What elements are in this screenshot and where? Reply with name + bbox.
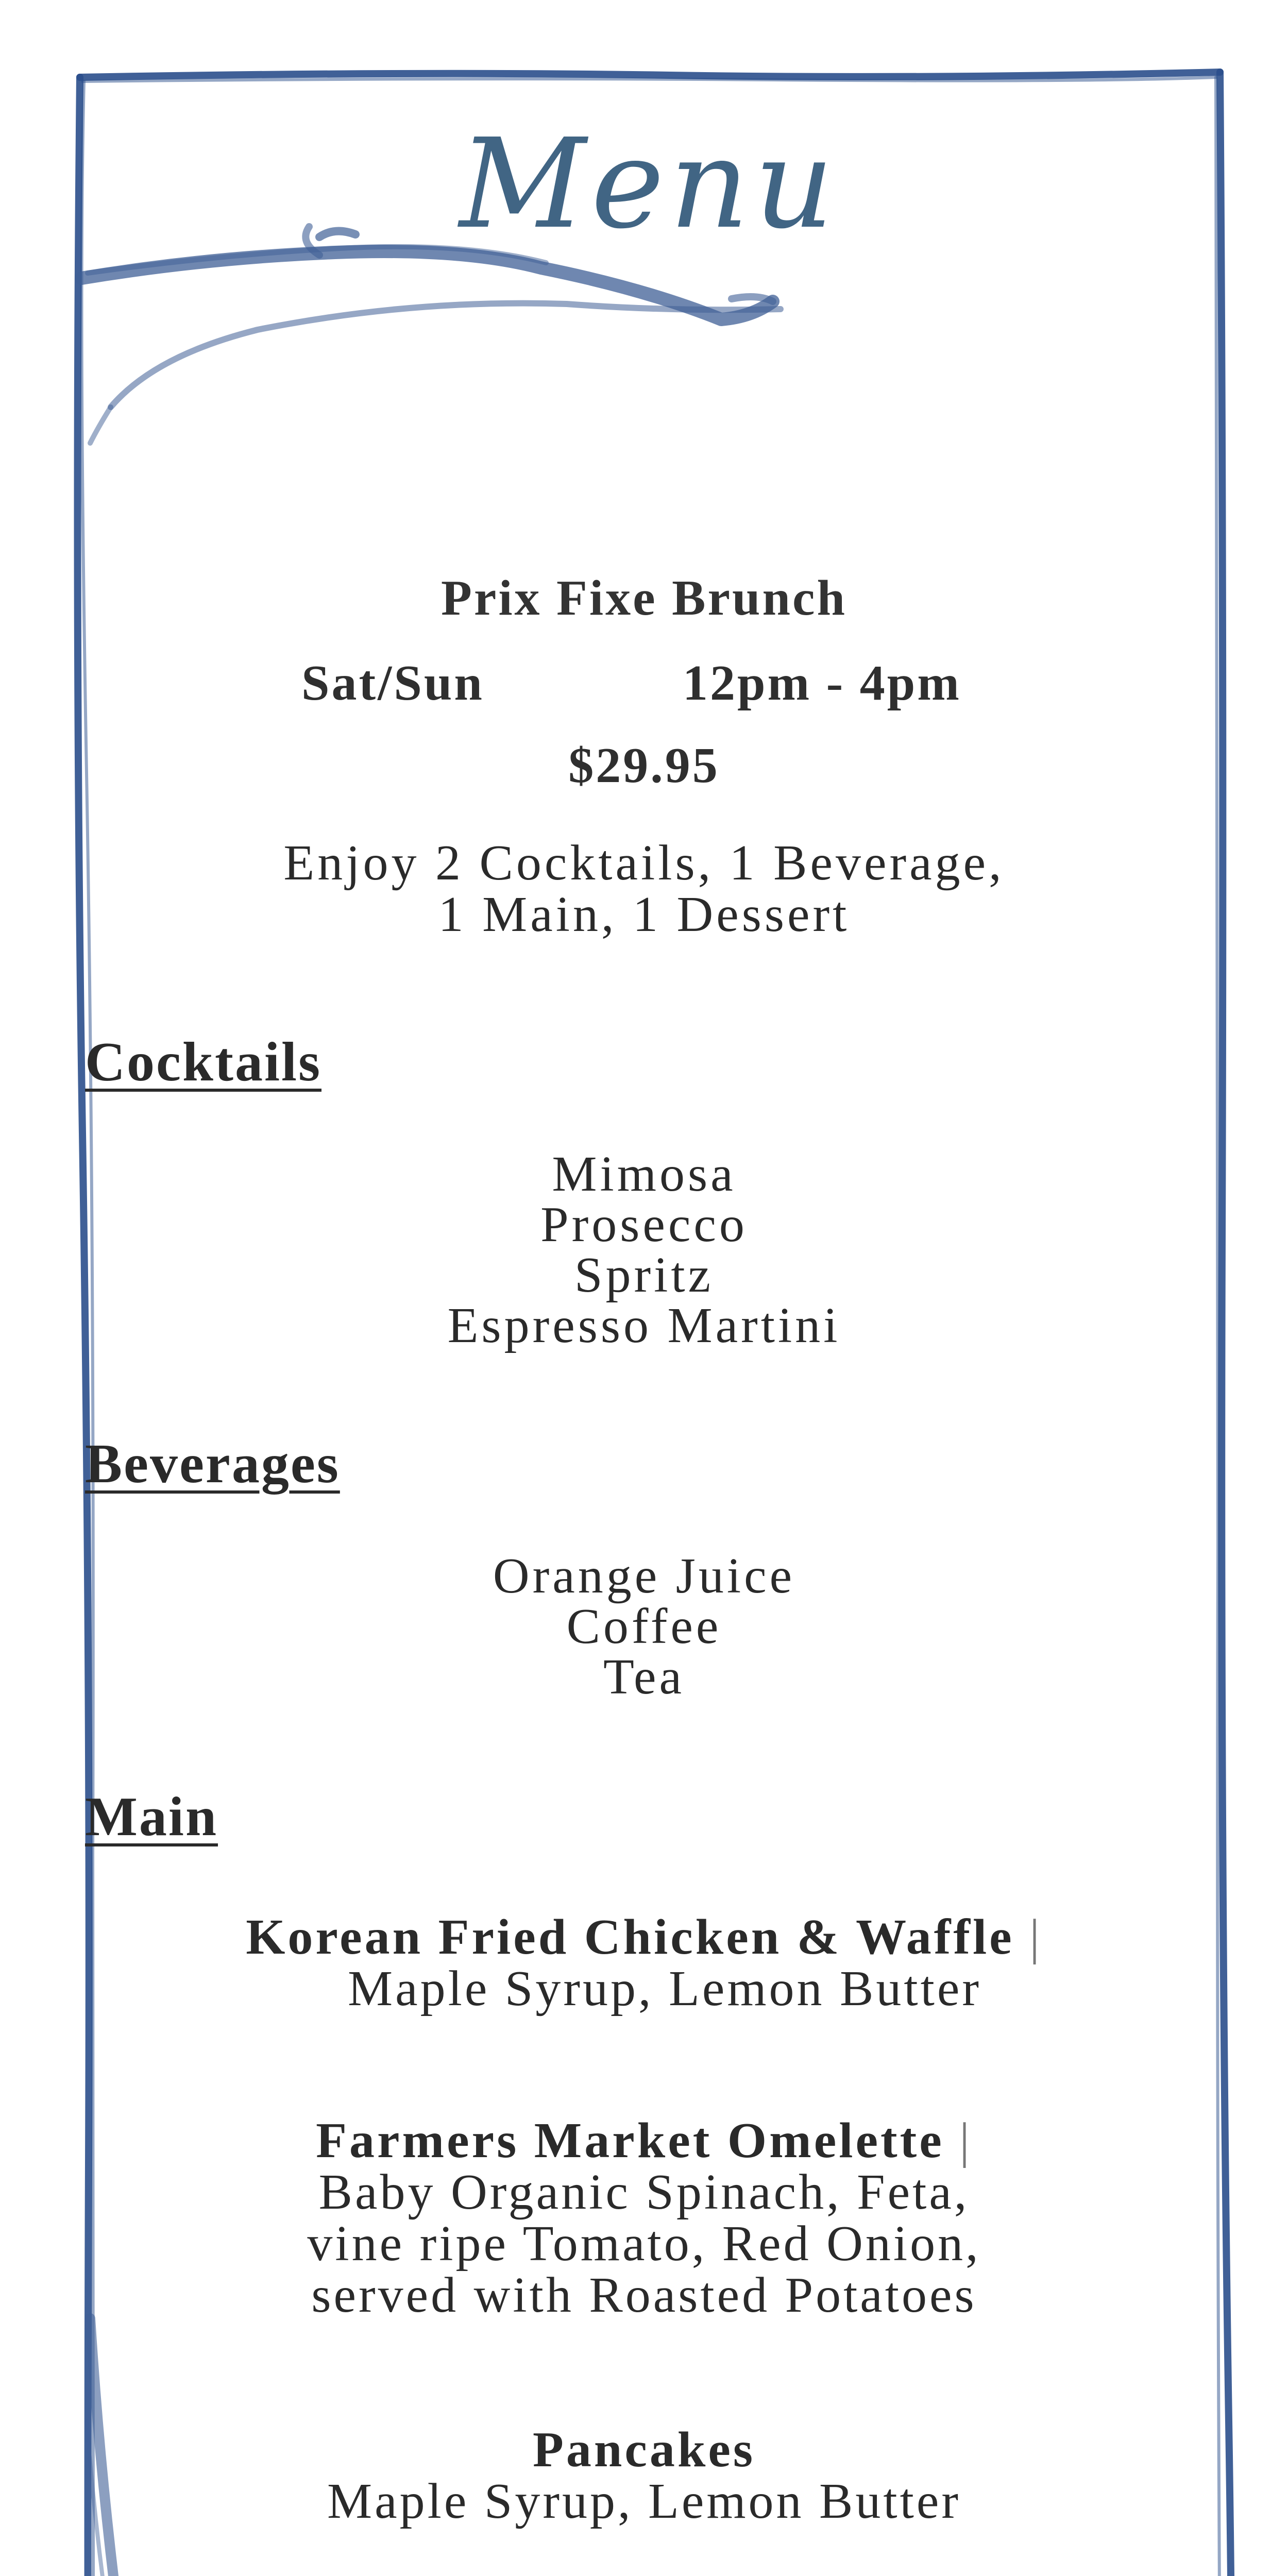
menu-script-title: [438, 113, 860, 268]
main-item-description: served with Roasted Potatoes: [311, 2267, 977, 2323]
includes-line-1: Enjoy 2 Cocktails, 1 Beverage,: [283, 835, 1005, 891]
prix-fixe-includes: [0, 837, 1288, 940]
cocktails-list: [0, 1146, 1288, 1353]
includes-line-2: 1 Main, 1 Dessert: [438, 887, 850, 942]
prix-fixe-title: Prix Fixe Brunch: [440, 570, 848, 626]
main-item-name: Farmers Market Omelette: [316, 2113, 944, 2168]
main-item-korean-fried-chicken: [0, 1911, 1288, 2014]
main-item-name: Pancakes: [533, 2422, 755, 2478]
list-item: Mimosa: [552, 1146, 736, 1202]
list-item: Tea: [603, 1649, 685, 1705]
cocktails-heading: Cocktails: [85, 1031, 321, 1093]
main-item-farmers-market-omelette: [0, 2115, 1288, 2321]
main-item-description: Baby Organic Spinach, Feta,: [318, 2164, 970, 2220]
main-item-separator: |: [959, 2113, 972, 2168]
beverages-list: [0, 1548, 1288, 1705]
prix-fixe-price: $29.95: [568, 738, 720, 793]
main-item-description: Maple Syrup, Lemon Butter: [327, 2473, 961, 2529]
list-item: Prosecco: [540, 1197, 748, 1252]
main-item-description: vine ripe Tomato, Red Onion,: [307, 2216, 981, 2272]
list-item: Orange Juice: [493, 1548, 795, 1604]
main-item-name: Korean Fried Chicken & Waffle: [246, 1909, 1014, 1965]
main-item-pancakes: [0, 2424, 1288, 2527]
list-item: Coffee: [566, 1599, 722, 1654]
main-heading: Main: [85, 1786, 218, 1848]
service-days: Sat/Sun: [301, 655, 484, 711]
main-item-description: Maple Syrup, Lemon Butter: [347, 1961, 982, 2016]
beverages-heading: Beverages: [85, 1433, 340, 1495]
service-hours: 12pm - 4pm: [683, 655, 961, 711]
list-item: Espresso Martini: [447, 1298, 841, 1353]
main-item-separator: |: [1029, 1909, 1042, 1965]
menu-script-title-text: Menu: [459, 113, 839, 256]
list-item: Spritz: [574, 1247, 714, 1303]
